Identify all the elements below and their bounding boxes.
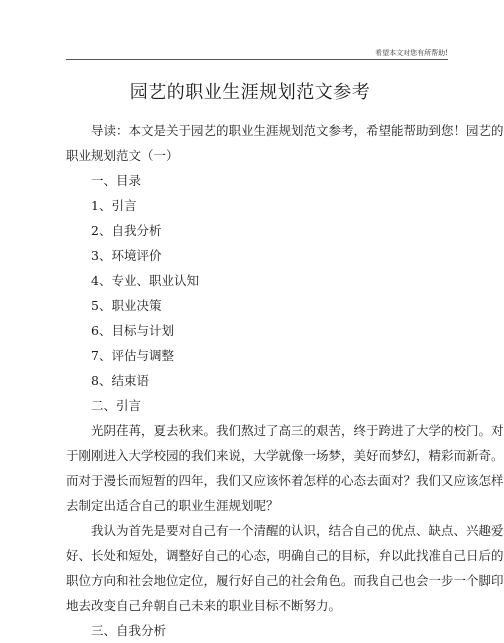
paragraph-line: 好、长处和短处，调整好自己的心态，明确自己的目标，弁以此找准自己日后的: [66, 548, 504, 563]
toc-item: 7、评估与调整: [91, 348, 174, 363]
paragraph-line: 地去改变自己弁朝自己未来的职业目标不断努力。: [66, 598, 342, 613]
toc-item: 2、自我分析: [91, 223, 162, 238]
intro-paragraph: [66, 118, 504, 168]
header-divider: [66, 59, 448, 60]
paragraph-line: 而对于漫长而短暂的四年，我们又应该怀着怎样的心态去面对？我们又应该怎样: [66, 473, 504, 488]
section-heading: 二、引言: [91, 398, 142, 413]
document-title: 园艺的职业生涯规划范文参考: [129, 82, 371, 103]
toc-item: 6、目标与计划: [91, 323, 174, 338]
toc-item: 3、环境评价: [91, 248, 162, 263]
paragraph-line: 去制定出适合自己的职业生涯规划呢？: [66, 498, 279, 513]
toc-heading: 一、目录: [91, 173, 142, 188]
toc-item: 4、专业、职业认知: [91, 273, 199, 288]
paragraph-line: 职位方向和社会地位定位，履行好自己的社会角色。而我自己也会一步一个脚印: [66, 573, 504, 588]
paragraph-line: 光阴荏苒，夏去秋来。我们熬过了高三的艰苦，终于跨进了大学的校门。对: [91, 423, 504, 438]
toc-item: 1、引言: [91, 198, 137, 213]
intro-line: 职业规划范文（一）: [66, 148, 179, 163]
body-paragraph: [66, 518, 504, 618]
toc-item: 8、结束语: [91, 373, 149, 388]
toc-item: 5、职业决策: [91, 298, 162, 313]
paragraph-line: 于刚刚进入大学校园的我们来说，大学就像一场梦，美好而梦幻，精彩而新奇。: [66, 448, 504, 463]
document-body: [66, 118, 504, 643]
intro-line: 导读：本文是关于园艺的职业生涯规划范文参考，希望能帮助到您！园艺的: [91, 123, 504, 138]
header-note: 希望本文对您有所帮助!: [375, 49, 448, 57]
paragraph-line: 我认为首先是要对自己有一个清醒的认识，结合自己的优点、缺点、兴趣爱: [91, 523, 504, 538]
section-heading: 三、自我分析: [91, 623, 167, 638]
body-paragraph: [66, 418, 504, 518]
